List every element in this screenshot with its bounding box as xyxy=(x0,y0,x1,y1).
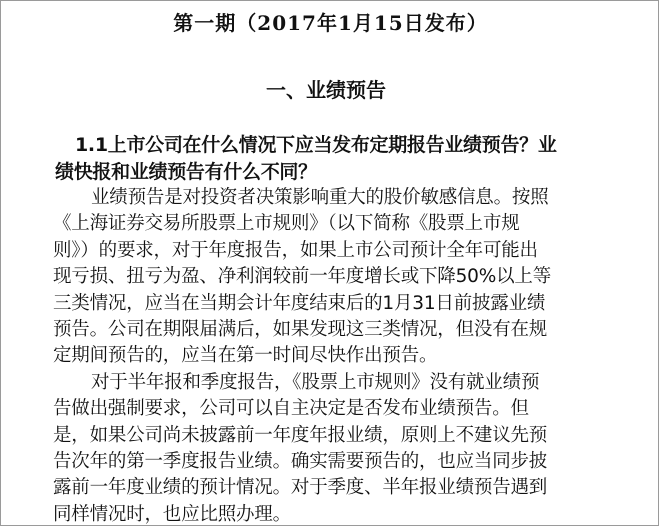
question-heading xyxy=(55,132,645,186)
paragraph-line: 对于半年报和季度报告，《股票上市规则》没有就业绩预 xyxy=(91,371,540,393)
paragraph-line: 则》）的要求，对于年度报告，如果上市公司预计全年可能出 xyxy=(53,239,538,261)
paragraph-line: 《上海证券交易所股票上市规则》（以下简称《股票上市规 xyxy=(53,213,520,235)
issue-title: 第一期（2017年1月15日发布） xyxy=(173,11,488,35)
paragraph-line: 业绩预告是对投资者决策影响重大的股价敏感信息。按照 xyxy=(91,187,549,208)
question-line: 绩快报和业绩预告有什么不同？ xyxy=(55,161,317,183)
paragraph-1 xyxy=(53,185,653,370)
paragraph-line: 露前一年度业绩的预计情况。对于季度、半年报业绩预告遇到 xyxy=(53,477,548,499)
paragraph-line: 是，如果公司尚未披露前一年度年报业绩，原则上不建议先预 xyxy=(53,424,548,446)
paragraph-line: 现亏损、扭亏为盈、净利润较前一年度增长或下降50%以上等 xyxy=(53,266,552,288)
paragraph-line: 定期间预告的，应当在第一时间尽快作出预告。 xyxy=(53,345,438,367)
section-heading: 一、业绩预告 xyxy=(266,78,386,102)
paragraph-line: 告次年的第一季度报告业绩。确实需要预告的，也应当同步披 xyxy=(53,451,548,473)
answer-body xyxy=(53,185,653,528)
paragraph-line: 同样情况时，也应比照办理。 xyxy=(53,503,291,525)
paragraph-line: 告做出强制要求，公司可以自主决定是否发布业绩预告。但 xyxy=(53,398,529,420)
question-line: 1.1上市公司在什么情况下应当发布定期报告业绩预告？业 xyxy=(75,134,557,156)
paragraph-line: 预告。公司在期限届满后，如果发现这三类情况，但没有在规 xyxy=(53,319,548,341)
paragraph-line: 三类情况，应当在当期会计年度结束后的1月31日前披露业绩 xyxy=(53,292,546,314)
paragraph-2 xyxy=(53,370,653,528)
